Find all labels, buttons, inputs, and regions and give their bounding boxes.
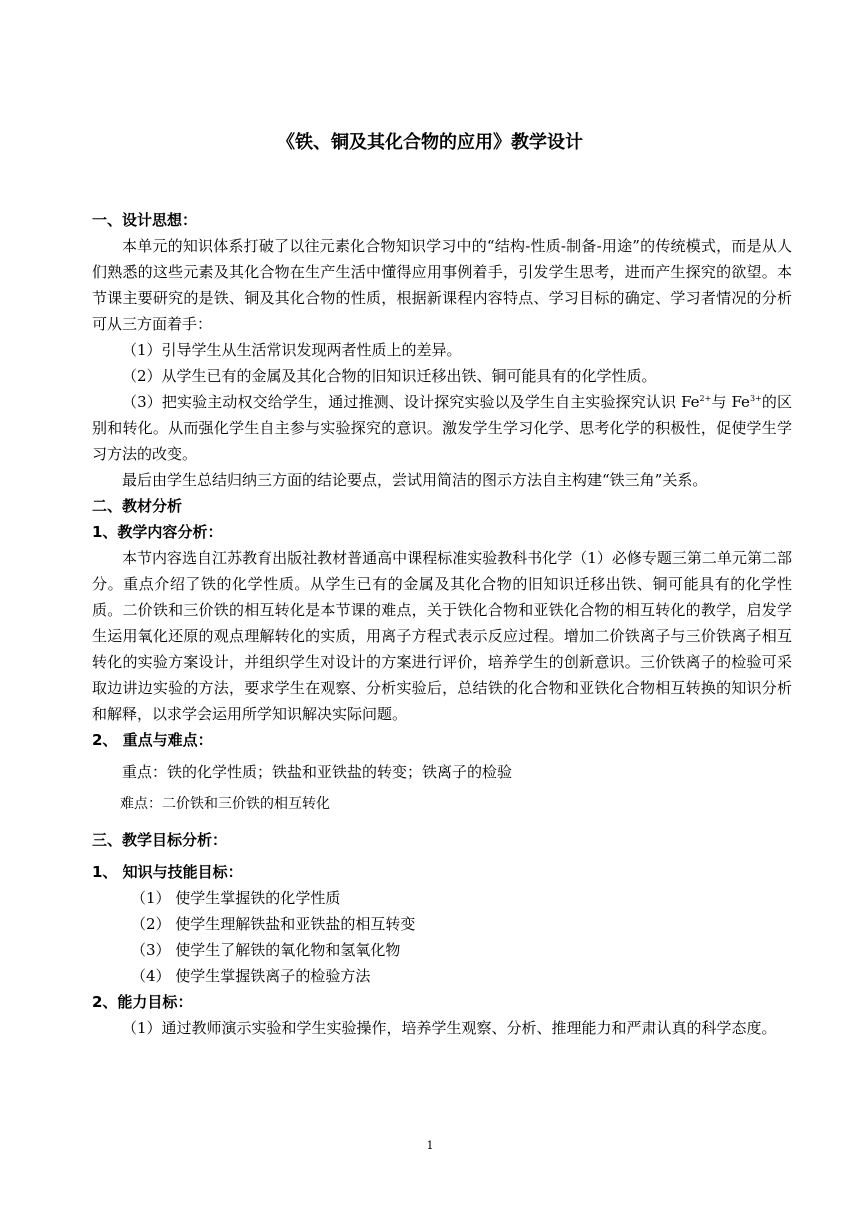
document-body xyxy=(92,207,792,1041)
section-1-heading: 一、设计思想： xyxy=(92,211,198,229)
difficult-points: 难点：二价铁和三价铁的相互转化 xyxy=(120,796,330,812)
section-3-heading: 三、教学目标分析： xyxy=(92,831,228,849)
document-title: 《铁、铜及其化合物的应用》教学设计 xyxy=(277,132,583,153)
section-1-paragraph-1: 本单元的知识体系打破了以往元素化合物知识学习中的“结构-性质-制备-用途”的传统模式，而是从人们熟悉的这些元素及其化合物在生产生活中懂得应用事例着手，引发学生思考，进而产生探究的欲望。本节课主要研究的是铁、铜及其化合物的性质，根据新课程内容特点、学习目标的确定、学习者情况的分析可从三方面着手： xyxy=(92,237,792,333)
page-number: 1 xyxy=(426,1139,434,1152)
objective-item-3: （3） 使学生了解铁的氧化物和氢氧化物 xyxy=(131,941,401,959)
objective-item-4: （4） 使学生掌握铁离子的检验方法 xyxy=(131,967,371,985)
section-3-sub-1: 1、 知识与技能目标： xyxy=(92,863,243,881)
item-3-text-c: 的区别和转化。从而强化学生自主参与实验探究的意识。激发学生学习化学、思考化学的积极性，促使学生学习方法的改变。 xyxy=(92,393,792,463)
section-2-sub-1: 1、教学内容分析： xyxy=(92,523,223,541)
fe3-charge: 3+ xyxy=(749,394,762,403)
section-2-sub-2: 2、 重点与难点： xyxy=(92,731,213,749)
section-1-item-2: （2）从学生已有的金属及其化合物的旧知识迁移出铁、铜可能具有的化学性质。 xyxy=(122,367,657,385)
objective-item-2: （2） 使学生理解铁盐和亚铁盐的相互转变 xyxy=(131,915,416,933)
section-2-heading: 二、教材分析 xyxy=(92,497,183,515)
section-1-item-3 xyxy=(92,389,792,467)
item-3-text-b: 与 Fe xyxy=(711,393,750,411)
key-points: 重点：铁的化学性质；铁盐和亚铁盐的转变；铁离子的检验 xyxy=(122,763,513,781)
fe2-charge: 2+ xyxy=(699,394,712,403)
item-3-text-a: （3）把实验主动权交给学生，通过推测、设计探究实验以及学生自主实验探究认识 Fe xyxy=(122,393,700,411)
section-2-paragraph-1: 本节内容选自江苏教育出版社教材普通高中课程标准实验教科书化学（1）必修专题三第二单元第二部分。重点介绍了铁的化学性质。从学生已有的金属及其化合物的旧知识迁移出铁、铜可能具有的化学性质。二价铁和三价铁的相互转化是本节课的难点，关于铁化合物和亚铁化合物的相互转化的教学，启发学生运用氧化还原的观点理解转化的实质，用离子方程式表示反应过程。增加二价铁离子与三价铁离子相互转化的实验方案设计，并组织学生对设计的方案进行评价，培养学生的创新意识。三价铁离子的检验可采取边讲边实验的方法，要求学生在观察、分析实验后，总结铁的化合物和亚铁化合物相互转换的知识分析和解释，以求学会运用所学知识解决实际问题。 xyxy=(92,549,792,723)
section-3-sub-2: 2、能力目标： xyxy=(92,993,193,1011)
section-1-paragraph-2: 最后由学生总结归纳三方面的结论要点，尝试用简洁的图示方法自主构建“铁三角”关系。 xyxy=(122,471,708,489)
objective-item-1: （1） 使学生掌握铁的化学性质 xyxy=(131,889,341,907)
section-1-item-1: （1）引导学生从生活常识发现两者性质上的差异。 xyxy=(122,341,462,359)
ability-item-1: （1）通过教师演示实验和学生实验操作，培养学生观察、分析、推理能力和严肃认真的科学态度。 xyxy=(122,1019,777,1037)
